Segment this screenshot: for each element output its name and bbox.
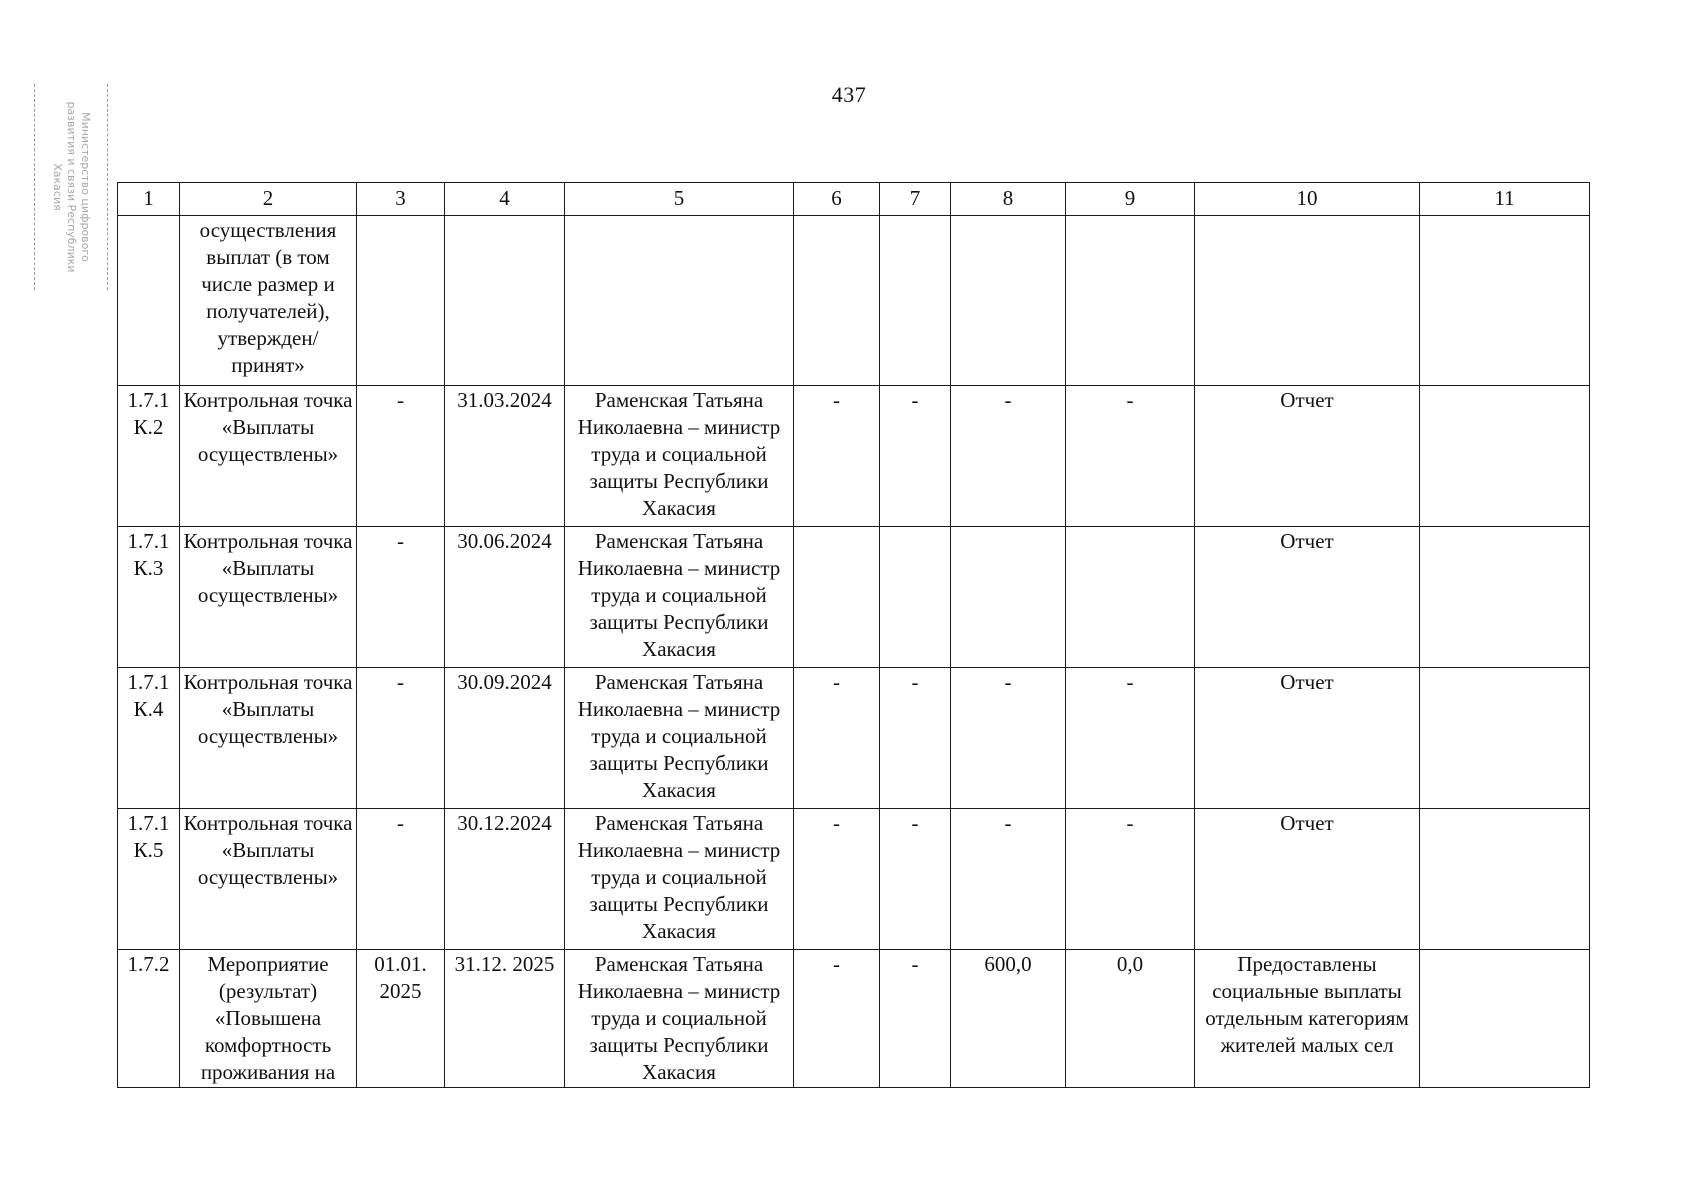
table-row bbox=[118, 809, 1590, 950]
cell-col8 bbox=[951, 527, 1066, 668]
cell-end: 30.09.2024 bbox=[445, 668, 565, 809]
cell-responsible: Раменская Татьяна Николаевна – министр труда и социальной защиты Республики Хакасия bbox=[565, 668, 794, 809]
cell-col8 bbox=[951, 216, 1066, 386]
cell-responsible: Раменская Татьяна Николаевна – министр труда и социальной защиты Республики Хакасия bbox=[565, 950, 794, 1088]
cell-responsible: Раменская Татьяна Николаевна – министр труда и социальной защиты Республики Хакасия bbox=[565, 386, 794, 527]
cell-col7: - bbox=[880, 386, 951, 527]
cell-start: - bbox=[357, 527, 445, 668]
header-cell-11: 11 bbox=[1420, 183, 1590, 216]
cell-start: 01.01. 2025 bbox=[357, 950, 445, 1088]
cell-col7: - bbox=[880, 668, 951, 809]
header-cell-8: 8 bbox=[951, 183, 1066, 216]
cell-result: Отчет bbox=[1195, 809, 1420, 950]
cell-col11 bbox=[1420, 668, 1590, 809]
table-row bbox=[118, 216, 1590, 386]
cell-col8: - bbox=[951, 668, 1066, 809]
header-cell-6: 6 bbox=[794, 183, 880, 216]
cell-name: Контрольная точка «Выплаты осуществлены» bbox=[180, 527, 357, 668]
stamp-text: Министерство цифрового развития и связи Республики Хакасия bbox=[51, 101, 92, 273]
table-row bbox=[118, 950, 1590, 1088]
cell-end: 31.03.2024 bbox=[445, 386, 565, 527]
cell-responsible: Раменская Татьяна Николаевна – министр труда и социальной защиты Республики Хакасия bbox=[565, 527, 794, 668]
cell-col6 bbox=[794, 527, 880, 668]
cell-start: - bbox=[357, 386, 445, 527]
cell-col6: - bbox=[794, 809, 880, 950]
cell-col8: - bbox=[951, 386, 1066, 527]
header-cell-2: 2 bbox=[180, 183, 357, 216]
cell-responsible bbox=[565, 216, 794, 386]
cell-name: Контрольная точка «Выплаты осуществлены» bbox=[180, 386, 357, 527]
cell-result: Отчет bbox=[1195, 386, 1420, 527]
cell-result: Предоставлены социальные выплаты отдельным категориям жителей малых сел bbox=[1195, 950, 1420, 1088]
header-cell-9: 9 bbox=[1066, 183, 1195, 216]
cell-start: - bbox=[357, 668, 445, 809]
header-cell-3: 3 bbox=[357, 183, 445, 216]
cell-number: 1.7.2 bbox=[118, 950, 180, 1088]
cell-col9: - bbox=[1066, 668, 1195, 809]
cell-result: Отчет bbox=[1195, 668, 1420, 809]
cell-col11 bbox=[1420, 527, 1590, 668]
cell-number: 1.7.1 К.2 bbox=[118, 386, 180, 527]
cell-col7 bbox=[880, 216, 951, 386]
cell-end: 30.12.2024 bbox=[445, 809, 565, 950]
cell-number: 1.7.1 К.3 bbox=[118, 527, 180, 668]
activities-table bbox=[117, 182, 1590, 1088]
cell-number: 1.7.1 К.4 bbox=[118, 668, 180, 809]
header-row bbox=[118, 183, 1590, 216]
page-number: 437 bbox=[831, 82, 867, 107]
cell-col6: - bbox=[794, 386, 880, 527]
cell-col9 bbox=[1066, 216, 1195, 386]
cell-col6 bbox=[794, 216, 880, 386]
header-cell-7: 7 bbox=[880, 183, 951, 216]
cell-col11 bbox=[1420, 950, 1590, 1088]
cell-number bbox=[118, 216, 180, 386]
cell-end: 30.06.2024 bbox=[445, 527, 565, 668]
cell-col7: - bbox=[880, 809, 951, 950]
header-cell-5: 5 bbox=[565, 183, 794, 216]
cell-end bbox=[445, 216, 565, 386]
cell-responsible: Раменская Татьяна Николаевна – министр труда и социальной защиты Республики Хакасия bbox=[565, 809, 794, 950]
cell-col11 bbox=[1420, 386, 1590, 527]
cell-start: - bbox=[357, 809, 445, 950]
cell-col9: - bbox=[1066, 809, 1195, 950]
cell-start bbox=[357, 216, 445, 386]
cell-col7: - bbox=[880, 950, 951, 1088]
cell-col9: - bbox=[1066, 386, 1195, 527]
table-row bbox=[118, 386, 1590, 527]
cell-result bbox=[1195, 216, 1420, 386]
table-row bbox=[118, 527, 1590, 668]
cell-name: Контрольная точка «Выплаты осуществлены» bbox=[180, 809, 357, 950]
cell-col6: - bbox=[794, 950, 880, 1088]
cell-col9: 0,0 bbox=[1066, 950, 1195, 1088]
cell-result: Отчет bbox=[1195, 527, 1420, 668]
registration-stamp bbox=[34, 84, 108, 290]
cell-col8: - bbox=[951, 809, 1066, 950]
header-cell-10: 10 bbox=[1195, 183, 1420, 216]
header-cell-1: 1 bbox=[118, 183, 180, 216]
cell-name: Мероприятие (результат) «Повышена комфортность проживания на bbox=[180, 950, 357, 1088]
cell-end: 31.12. 2025 bbox=[445, 950, 565, 1088]
cell-col11 bbox=[1420, 216, 1590, 386]
cell-col6: - bbox=[794, 668, 880, 809]
table-row bbox=[118, 668, 1590, 809]
cell-col8: 600,0 bbox=[951, 950, 1066, 1088]
cell-col7 bbox=[880, 527, 951, 668]
cell-col11 bbox=[1420, 809, 1590, 950]
cell-col9 bbox=[1066, 527, 1195, 668]
header-cell-4: 4 bbox=[445, 183, 565, 216]
cell-name: Контрольная точка «Выплаты осуществлены» bbox=[180, 668, 357, 809]
cell-name: осуществления выплат (в том числе размер и получателей), утвержден/ принят» bbox=[180, 216, 357, 386]
cell-number: 1.7.1 К.5 bbox=[118, 809, 180, 950]
